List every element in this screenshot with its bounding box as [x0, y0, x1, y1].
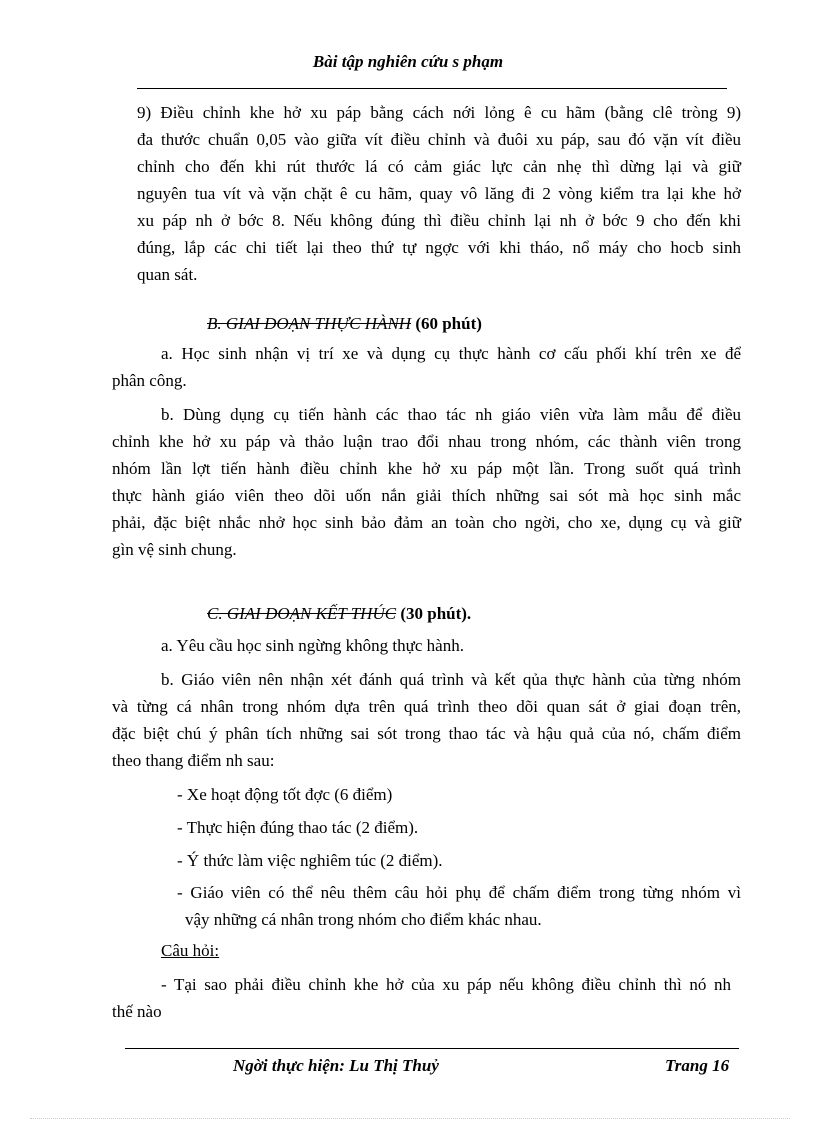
- list-item-continuation: vậy những cá nhân trong nhóm cho điểm khác nhau.: [185, 910, 542, 929]
- text-line: nguyên tua vít và vặn chặt ê cu hãm, quay vô lăng đi 2 vòng kiểm tra lại khe hở: [137, 184, 741, 203]
- section-c-para-a: a. Yêu cầu học sinh ngừng không thực hành.: [161, 636, 464, 655]
- list-item: - Thực hiện đúng thao tác (2 điểm).: [177, 818, 419, 837]
- text-line: nhóm lần lợt tiến hành điều chỉnh khe hở xu páp một lần. Trong suốt quá trình: [112, 459, 741, 478]
- text-line: quan sát.: [137, 265, 198, 284]
- section-b-title: B. GIAI ĐOẠN THỰC HÀNH: [207, 314, 412, 333]
- section-b-duration: (60 phút): [415, 314, 482, 333]
- footer-page-number: Trang 16: [665, 1056, 730, 1075]
- text-line: a. Học sinh nhận vị trí xe và dụng cụ thực hành cơ cấu phối khí trên xe để: [161, 344, 741, 363]
- text-line: đa thước chuẩn 0,05 vào giữa vít điều chỉnh và đuôi xu páp, sau đó vặn vít điều: [137, 130, 741, 149]
- section-b-heading: [207, 314, 482, 334]
- text-line: thực hành giáo viên theo dõi uốn nắn giải thích những sai sót mà học sinh mắc: [112, 486, 741, 505]
- text-line: chỉnh khe hở xu páp và thảo luận trao đổi nhau trong nhóm, các thành viên trong: [112, 432, 741, 451]
- footer-author: Ngời thực hiện: Lu Thị Thuỷ: [233, 1056, 439, 1075]
- section-c-duration: (30 phút).: [400, 604, 472, 623]
- text-line: 9) Điều chỉnh khe hở xu páp bằng cách nới lỏng ê cu hãm (bằng clê tròng 9): [137, 103, 741, 122]
- text-line: đặc biệt chú ý phân tích những sai sót trong thao tác và hậu quả của nó, chấm điểm: [112, 724, 741, 743]
- list-item: - Xe hoạt động tốt đợc (6 điểm): [177, 785, 393, 804]
- text-line: chỉnh cho đến khi rút thước lá có cảm giác lực cản nhẹ thì dừng lại và giữ: [137, 157, 741, 176]
- section-c-heading: [207, 604, 471, 624]
- header-title: Bài tập nghiên cứu s phạm: [312, 52, 504, 71]
- footer-rule: [125, 1048, 739, 1049]
- text-line: - Tại sao phải điều chỉnh khe hở của xu páp nếu không điều chỉnh thì nó nh: [161, 975, 731, 994]
- header-rule: [137, 88, 727, 89]
- text-line: phải, đặc biệt nhắc nhở học sinh bảo đảm an toàn cho ngời, cho xe, dụng cụ và giữ: [112, 513, 741, 532]
- text-line: và từng cá nhân trong nhóm dựa trên quá trình theo dõi quan sát ở giai đoạn trên,: [112, 697, 741, 716]
- text-line: đúng, lắp các chi tiết lại theo thứ tự ngợc với khi tháo, nổ máy cho hocb sinh: [137, 238, 741, 257]
- text-line: gìn vệ sinh chung.: [112, 540, 237, 559]
- page-bottom-divider: [30, 1118, 790, 1119]
- section-c-title: C. GIAI ĐOẠN KẾT THÚC: [207, 604, 397, 623]
- list-item: - Giáo viên có thể nêu thêm câu hỏi phụ để chấm điểm trong từng nhóm vì: [177, 883, 741, 902]
- text-line: xu páp nh ở bớc 8. Nếu không đúng thì điều chỉnh lại nh ở bớc 9 cho đến khi: [137, 211, 741, 230]
- text-line: theo thang điểm nh sau:: [112, 751, 275, 770]
- text-line: thế nào: [112, 1002, 162, 1021]
- text-line: phân công.: [112, 371, 187, 390]
- text-line: b. Dùng dụng cụ tiến hành các thao tác nh giáo viên vừa làm mẫu để điều: [161, 405, 741, 424]
- text-line: b. Giáo viên nên nhận xét đánh quá trình và kết qủa thực hành của từng nhóm: [161, 670, 741, 689]
- questions-label: Câu hỏi:: [161, 941, 220, 960]
- list-item: - Ý thức làm việc nghiêm túc (2 điểm).: [177, 851, 443, 870]
